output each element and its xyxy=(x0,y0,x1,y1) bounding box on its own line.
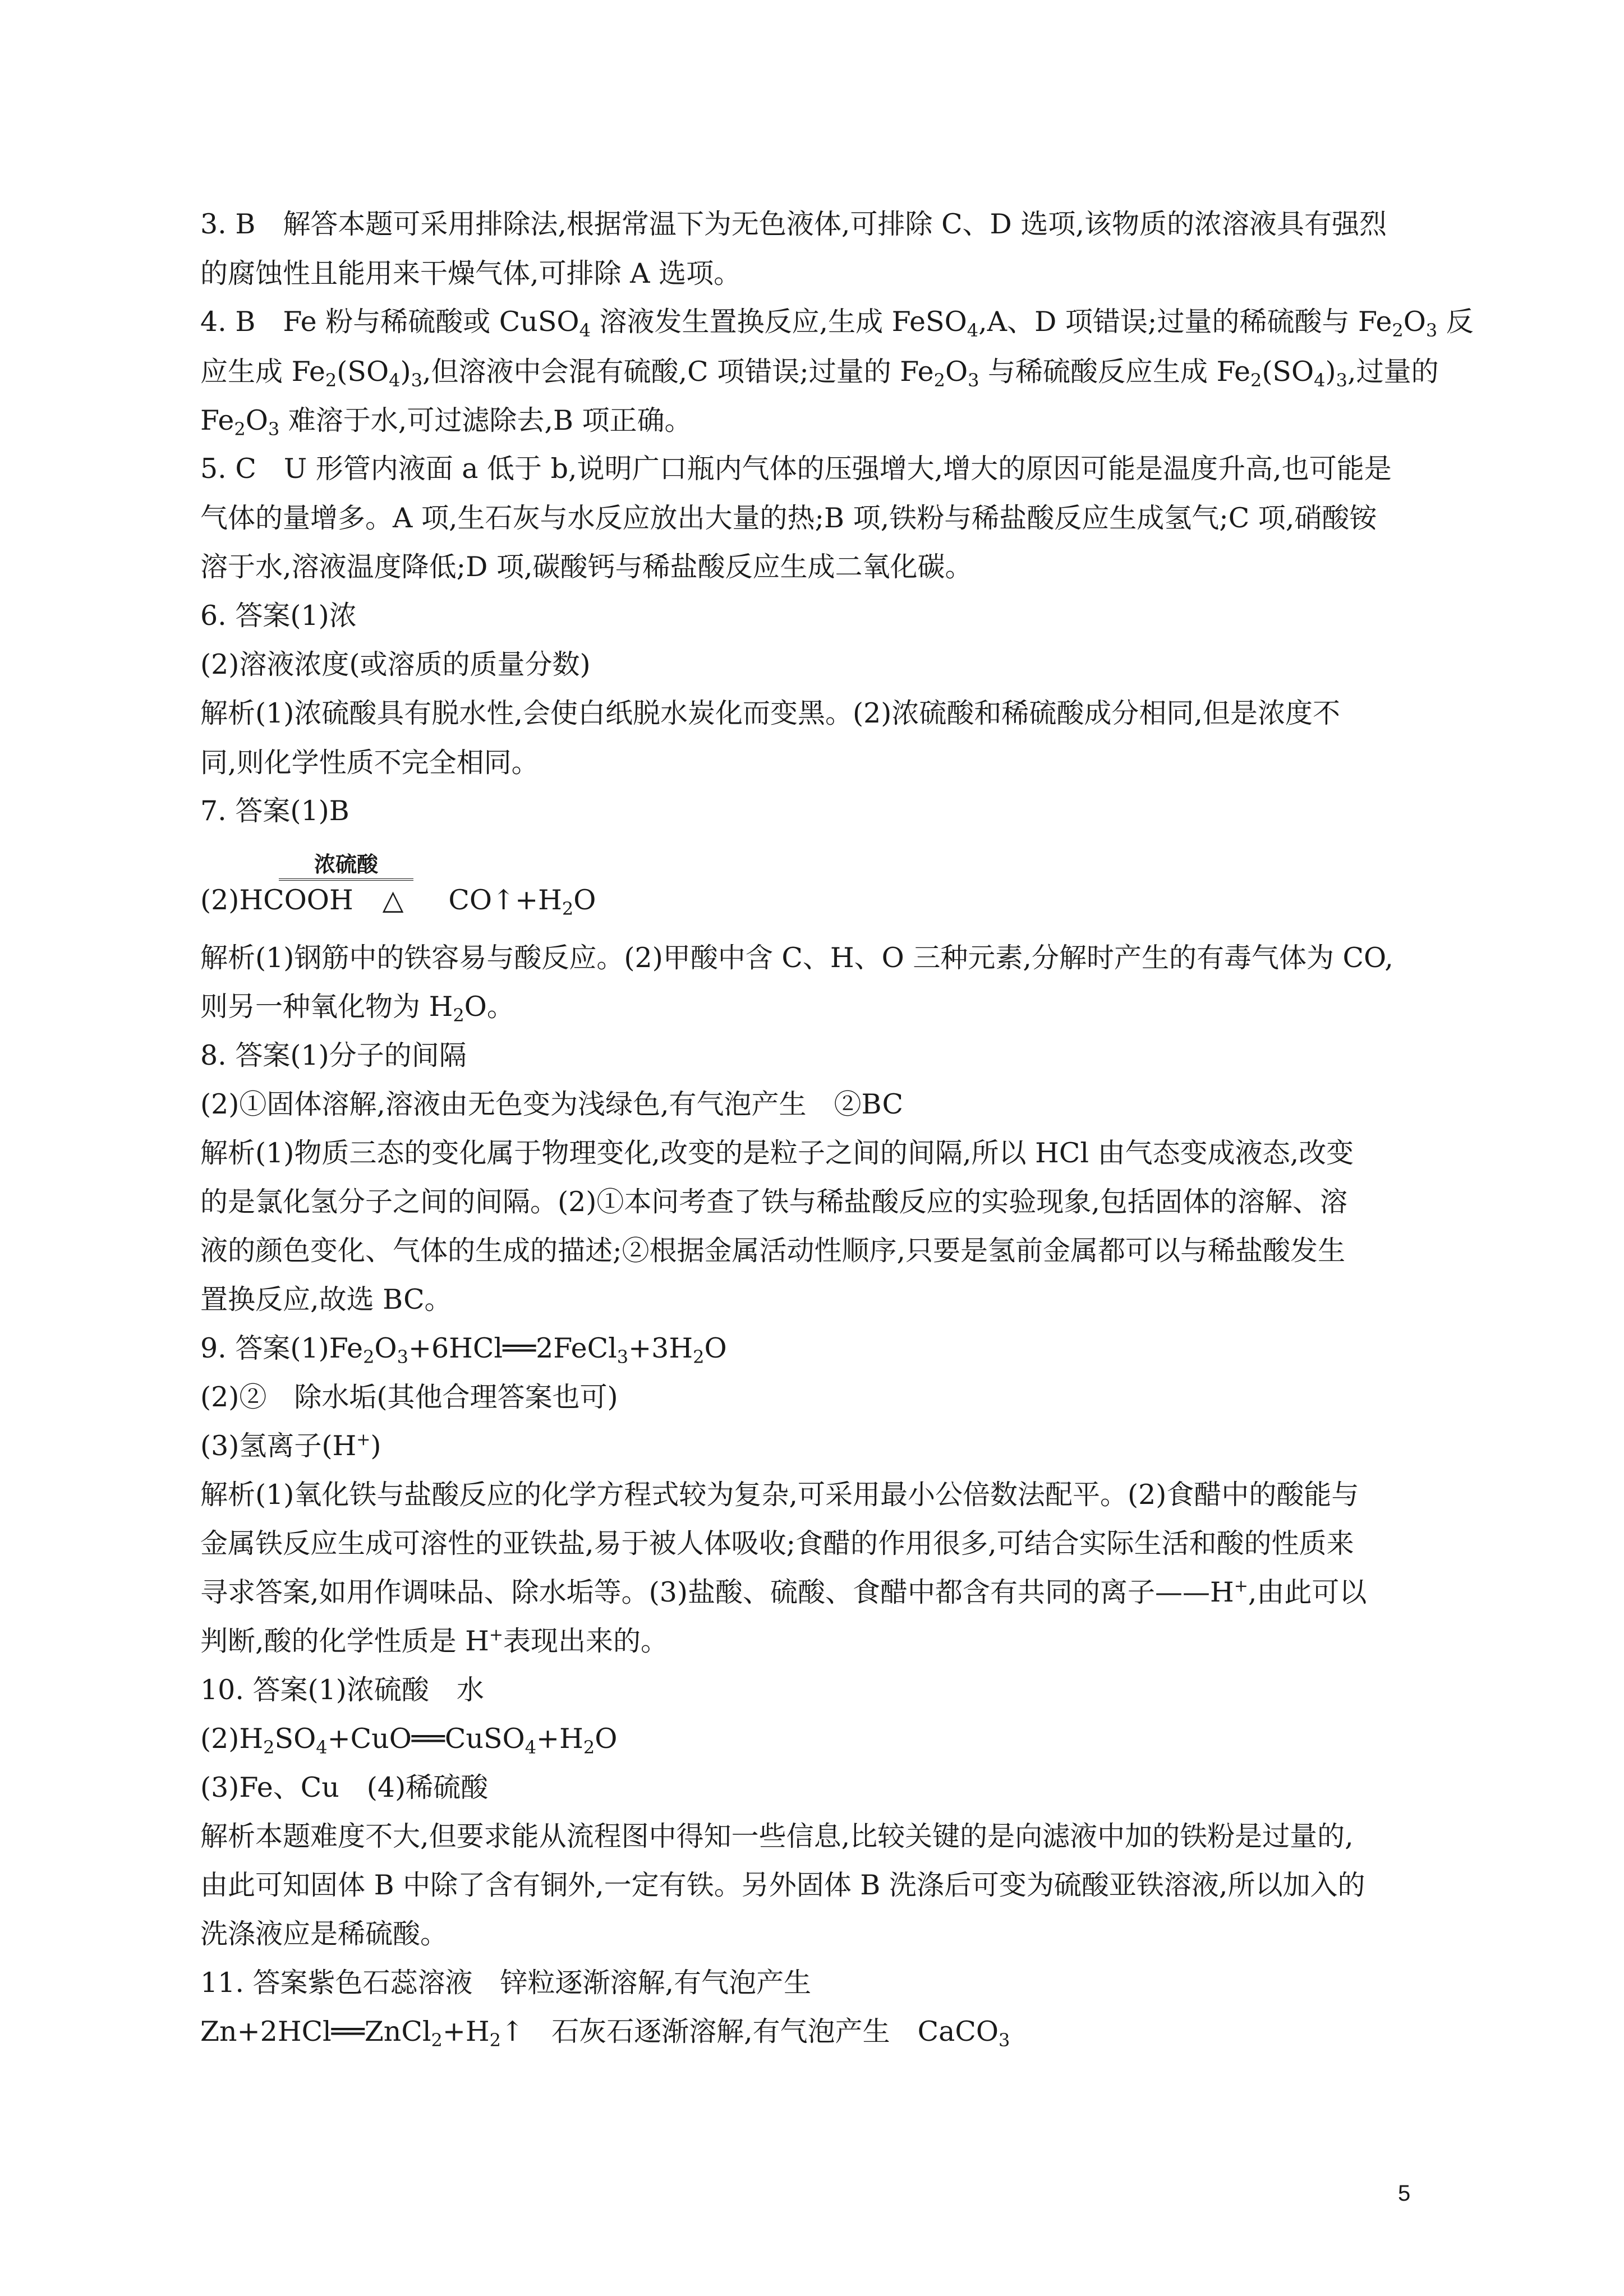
catalyst-label: 浓硫酸 xyxy=(314,852,378,877)
answer-9-line-5: 金属铁反应生成可溶性的亚铁盐,易于被人体吸收;食醋的作用很多,可结合实际生活和酸的性质来 xyxy=(200,1527,1354,1559)
answer-3-line-2: 的腐蚀性且能用来干燥气体,可排除 A 选项。 xyxy=(200,257,742,289)
answer-7-line-4: 则另一种氧化物为 $H_2O$。 xyxy=(200,991,514,1026)
reaction-bar xyxy=(279,878,413,881)
answer-3-line-1: 3. B 解答本题可采用排除法,根据常温下为无色液体,可排除 C、D 选项,该物质的浓溶液具有强烈 xyxy=(200,208,1387,240)
answer-6-line-4: 同,则化学性质不完全相同。 xyxy=(200,747,539,779)
answer-10-line-6: 洗涤液应是稀硫酸。 xyxy=(200,1918,448,1950)
answer-10-line-1: 10. 答案(1)浓硫酸 水 xyxy=(200,1674,484,1706)
answer-8-line-1: 8. 答案(1)分子的间隔 xyxy=(200,1039,467,1071)
answer-9-line-3: (3)氢离子(H+) xyxy=(200,1430,381,1462)
answer-6-line-2: (2)溶液浓度(或溶质的质量分数) xyxy=(200,648,591,680)
answer-4-line-3: $Fe_2O_3$ 难溶于水,可过滤除去,B 项正确。 xyxy=(200,404,692,440)
answer-9-line-6: 寻求答案,如用作调味品、除水垢等。(3)盐酸、硫酸、食醋中都含有共同的离子——H+,由此可以 xyxy=(200,1576,1367,1608)
answer-8-line-3: 解析(1)物质三态的变化属于物理变化,改变的是粒子之间的间隔,所以 HCl 由气态变成液态,改变 xyxy=(200,1137,1354,1169)
answer-5-line-3: 溶于水,溶液温度降低;D 项,碳酸钙与稀盐酸反应生成二氧化碳。 xyxy=(200,551,973,583)
answer-4-line-1: 4. B Fe 粉与稀硫酸或 CuSO$_4$ 溶液发生置换反应,生成 FeSO$_4$,A、D 项错误;过量的稀硫酸与 $Fe_2O_3$ 反 xyxy=(200,306,1474,341)
page-number: 5 xyxy=(1398,2181,1411,2206)
answer-10-line-4: 解析本题难度不大,但要求能从流程图中得知一些信息,比较关键的是向滤液中加的铁粉是过量的, xyxy=(200,1820,1354,1852)
answer-10-line-2: $(2)H_2SO_4+CuO══CuSO_4+H_2O$ xyxy=(200,1723,618,1758)
answer-9-line-7: 判断,酸的化学性质是 H+表现出来的。 xyxy=(200,1625,669,1657)
answer-5-line-2: 气体的量增多。A 项,生石灰与水反应放出大量的热;B 项,铁粉与稀盐酸反应生成氢气;C 项,硝酸铵 xyxy=(200,502,1377,534)
answer-11-line-2: $Zn+2HCl══ZnCl_2+H_2↑$ 石灰石逐渐溶解,有气泡产生 CaCO$_3$ xyxy=(200,2016,1010,2051)
heating-symbol: △ xyxy=(382,884,404,916)
answer-11-line-1: 11. 答案紫色石蕊溶液 锌粒逐渐溶解,有气泡产生 xyxy=(200,1967,812,1999)
answer-5-line-1: 5. C U 形管内液面 a 低于 b,说明广口瓶内气体的压强增大,增大的原因可能是温度升高,也可能是 xyxy=(200,453,1392,485)
answer-6-line-1: 6. 答案(1)浓 xyxy=(200,600,357,632)
answer-9-line-2: (2)② 除水垢(其他合理答案也可) xyxy=(200,1381,618,1413)
reaction-condition xyxy=(279,852,413,882)
answer-6-line-3: 解析(1)浓硫酸具有脱水性,会使白纸脱水炭化而变黑。(2)浓硫酸和稀硫酸成分相同,但是浓度不 xyxy=(200,697,1340,729)
answer-9-line-4: 解析(1)氧化铁与盐酸反应的化学方程式较为复杂,可采用最小公倍数法配平。(2)食醋中的酸能与 xyxy=(200,1479,1359,1511)
answer-7-line-3: 解析(1)钢筋中的铁容易与酸反应。(2)甲酸中含 C、H、O 三种元素,分解时产生的有毒气体为 CO, xyxy=(200,942,1393,974)
answer-8-line-2: (2)①固体溶解,溶液由无色变为浅绿色,有气泡产生 ②BC xyxy=(200,1088,903,1120)
answer-10-line-3: (3)Fe、Cu (4)稀硫酸 xyxy=(200,1772,489,1803)
answer-7-line-1: 7. 答案(1)B xyxy=(200,795,349,827)
answer-9-line-1: 9. 答案$(1)Fe_2O_3+6HCl══2FeCl_3+3H_2O$ xyxy=(200,1332,727,1368)
answer-8-line-5: 液的颜色变化、气体的生成的描述;②根据金属活动性顺序,只要是氢前金属都可以与稀盐酸发生 xyxy=(200,1235,1346,1267)
answer-10-line-5: 由此可知固体 B 中除了含有铜外,一定有铁。另外固体 B 洗涤后可变为硫酸亚铁溶液,所以加入的 xyxy=(200,1869,1365,1901)
answer-7-equation: (2)HCOOH △ $CO↑+H_2O$ xyxy=(200,884,596,919)
answer-8-line-6: 置换反应,故选 BC。 xyxy=(200,1283,452,1315)
answer-4-line-2: 应生成 $Fe_2(SO_4)_3$,但溶液中会混有硫酸,C 项错误;过量的 $Fe_2O_3$ 与稀硫酸反应生成 $Fe_2(SO_4)_3$,过量的 xyxy=(200,356,1439,391)
answer-8-line-4: 的是氯化氢分子之间的间隔。(2)①本问考查了铁与稀盐酸反应的实验现象,包括固体的溶解、溶 xyxy=(200,1186,1347,1218)
